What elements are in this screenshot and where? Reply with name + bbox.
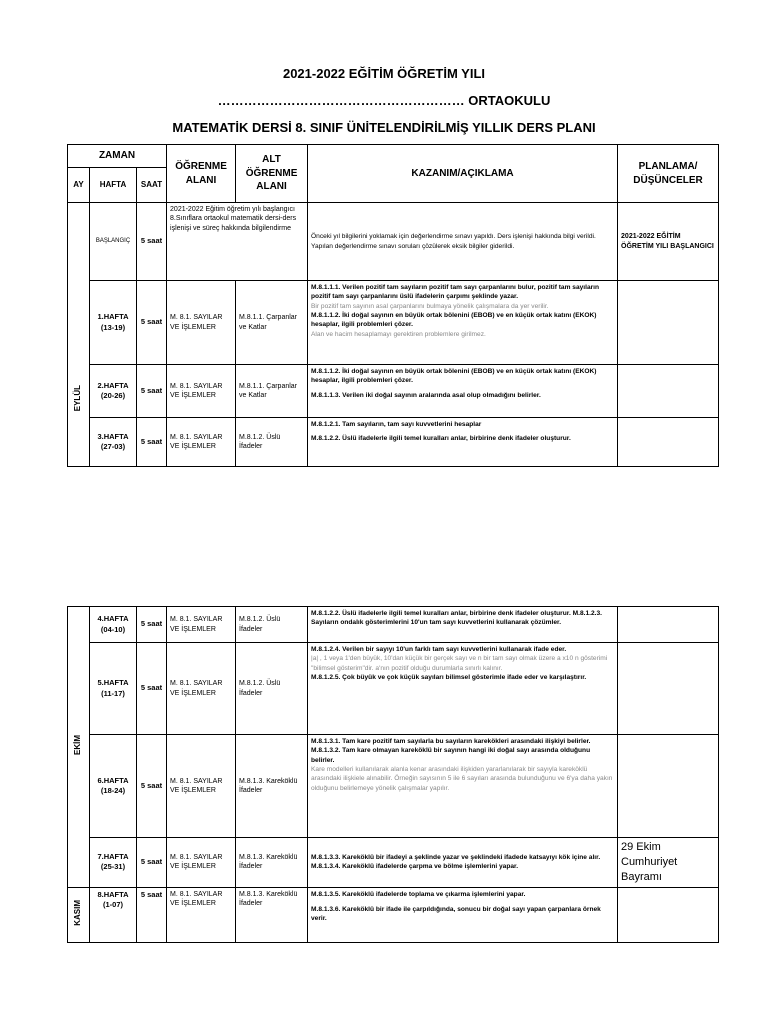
planning-note: 2021-2022 EĞİTİM ÖĞRETİM YILI BAŞLANGICI bbox=[618, 203, 719, 281]
hours-label: 5 saat bbox=[137, 365, 167, 418]
sub-learning-area: M.8.1.3. Kareköklü İfadeler bbox=[236, 735, 308, 838]
month-label-eylul: EYLÜL bbox=[73, 384, 83, 411]
month-label-ekim: EKİM bbox=[73, 735, 83, 756]
outcome-item: M.8.1.2.2. Üslü ifadelerle ilgili temel kuralları anlar, birbirine denk ifadeler oluşturur. M.8.1.2.3. Sayıların ondalık gösterimlerini 10'un tam sayı kuvvetlerini kullanarak çözümler. bbox=[311, 610, 602, 627]
outcome-item: M.8.1.3.2. Tam kare olmayan kareköklü bir sayının hangi iki doğal sayı arasında olduğunu belirler. bbox=[311, 747, 591, 764]
outcome-item: M.8.1.1.1. Verilen pozitif tam sayıların pozitif tam sayı çarpanlarını bulur, pozitif tam sayıların pozitif tam sayı çarpanlarını üslü ifadelerin çarpımı şeklinde yazar. bbox=[311, 284, 600, 301]
outcome-item: M.8.1.1.3. Verilen iki doğal sayının aralarında asal olup olmadığını belirler. bbox=[311, 391, 541, 399]
hours-label: 5 saat bbox=[137, 281, 167, 365]
outcome-note: Bir pozitif tam sayının asal çarpanlarını bulmaya yönelik çalışmalara da yer verilir. bbox=[311, 302, 549, 310]
learning-area: M. 8.1. SAYILAR VE İŞLEMLER bbox=[167, 607, 236, 643]
week-label: 2.HAFTA (20-26) bbox=[90, 365, 137, 418]
header-alt-ogrenme-alani: ALT ÖĞRENME ALANI bbox=[236, 145, 308, 203]
table-row bbox=[68, 643, 719, 735]
outcome-note: Alan ve hacim hesaplamayı gerektiren problemlere girilmez. bbox=[311, 330, 486, 338]
week-label: 1.HAFTA (13-19) bbox=[90, 281, 137, 365]
table-row bbox=[68, 607, 719, 643]
outcome-item: M.8.1.3.3. Kareköklü bir ifadeyi a şeklinde yazar ve şeklindeki ifadede katsayıyı kök içine alır. M.8.1.3.4. Kareköklü ifadelerde çarpma ve bölme işlemlerini yapar. bbox=[311, 853, 601, 871]
table-row bbox=[68, 887, 719, 942]
planning-note bbox=[618, 887, 719, 942]
header-ogrenme-alani: ÖĞRENME ALANI bbox=[167, 145, 236, 203]
plan-table-ekim-kasim bbox=[67, 606, 719, 943]
learning-area: M. 8.1. SAYILAR VE İŞLEMLER bbox=[167, 887, 236, 942]
outcome-text bbox=[308, 607, 618, 643]
month-cell bbox=[68, 203, 90, 467]
outcome-note: Kare modelleri kullanılarak alanla kenar arasındaki ilişkiden yararlanılarak bir sayıyla kareköklü arasındaki ilişkiele alınabilir. Örneğin sayısının 5 ile 6 sayıları arasında bulunduğunu ve 6'ya daha yakın olduğunu belirlemeye yönelik çalışmalar yapılır. bbox=[311, 766, 613, 792]
header-hafta: HAFTA bbox=[90, 168, 137, 203]
table-row bbox=[68, 365, 719, 418]
planning-note bbox=[618, 281, 719, 365]
sub-learning-area: M.8.1.3. Kareköklü İfadeler bbox=[236, 887, 308, 942]
outcome-note: |a| , 1 veya 1'den büyük, 10'dan küçük bir gerçek sayı ve n bir tam sayı olmak üzere a x10 n gösterimi "bilimsel gösterim"dir. a'nın pozitif olduğu durumlarla sınırlı kalınır. bbox=[311, 655, 608, 672]
planning-note: 29 Ekim Cumhuriyet Bayramı bbox=[618, 838, 719, 888]
table-row bbox=[68, 838, 719, 888]
outcome-item: M.8.1.1.2. İki doğal sayının en büyük ortak bölenini (EBOB) ve en küçük ortak katını (EKOK) hesaplar, ilgili problemleri çözer. bbox=[311, 368, 597, 385]
plan-table-eylul bbox=[67, 144, 719, 467]
week-label: 3.HAFTA (27-03) bbox=[90, 418, 137, 467]
sub-learning-area: M.8.1.2. Üslü İfadeler bbox=[236, 607, 308, 643]
outcome-item: M.8.1.3.5. Kareköklü ifadelerde toplama ve çıkarma işlemlerini yapar. bbox=[311, 890, 526, 898]
outcome-text bbox=[308, 418, 618, 467]
outcome-text bbox=[308, 838, 618, 888]
outcome-text bbox=[308, 887, 618, 942]
week-label: 7.HAFTA (25-31) bbox=[90, 838, 137, 888]
learning-area: M. 8.1. SAYILAR VE İŞLEMLER bbox=[167, 281, 236, 365]
table-row bbox=[68, 418, 719, 467]
learning-area: M. 8.1. SAYILAR VE İŞLEMLER bbox=[167, 643, 236, 735]
planning-note bbox=[618, 607, 719, 643]
planning-note bbox=[618, 365, 719, 418]
outcome-item: M.8.1.1.2. İki doğal sayının en büyük ortak bölenini (EBOB) ve en küçük ortak katını (EKOK) hesaplar, ilgili problemleri çözer. bbox=[311, 312, 597, 329]
hours-label: 5 saat bbox=[137, 643, 167, 735]
outcome-text: Önceki yıl bilgilerini yoklamak için değerlendirme sınavı yapıldı. Ders işlenişi hakkında bilgi verildi. Yapılan değerlendirme sınavı soruları çözülerek eksik bilgiler giderildi. bbox=[308, 203, 618, 281]
hours-label: 5 saat bbox=[137, 838, 167, 888]
hours-label: 5 saat bbox=[137, 735, 167, 838]
outcome-item: M.8.1.3.1. Tam kare pozitif tam sayılarla bu sayıların karekökleri arasındaki ilişkiyi belirler. bbox=[311, 738, 591, 745]
month-cell bbox=[68, 887, 90, 942]
learning-area: M. 8.1. SAYILAR VE İŞLEMLER bbox=[167, 838, 236, 888]
planning-note bbox=[618, 418, 719, 467]
outcome-item: M.8.1.2.1. Tam sayıların, tam sayı kuvvetlerini hesaplar bbox=[311, 421, 482, 428]
outcome-text bbox=[308, 365, 618, 418]
hours-label: 5 saat bbox=[137, 418, 167, 467]
outcome-item: M.8.1.2.4. Verilen bir sayıyı 10'un farklı tam sayı kuvvetlerini kullanarak ifade eder. bbox=[311, 646, 567, 653]
sub-learning-area: M.8.1.3. Kareköklü İfadeler bbox=[236, 838, 308, 888]
week-label: 5.HAFTA (11-17) bbox=[90, 643, 137, 735]
learning-area: 2021-2022 Eğitim öğretim yılı başlangıcı 8.Sınıflara ortaokul matematik dersi-ders işlenişi ve süreç hakkında bilgilendirme bbox=[167, 203, 308, 281]
table-row bbox=[68, 735, 719, 838]
planning-note bbox=[618, 643, 719, 735]
sub-learning-area: M.8.1.2. Üslü İfadeler bbox=[236, 418, 308, 467]
sub-learning-area: M.8.1.2. Üslü İfadeler bbox=[236, 643, 308, 735]
hours-label: 5 saat bbox=[137, 203, 167, 281]
month-cell bbox=[68, 607, 90, 888]
table-row bbox=[68, 203, 719, 281]
header-zaman: ZAMAN bbox=[68, 145, 167, 168]
header-kazanim: KAZANIM/AÇIKLAMA bbox=[308, 145, 618, 203]
hours-label: 5 saat bbox=[137, 887, 167, 942]
school-name-line: ………………………………………………… ORTAOKULU bbox=[217, 93, 551, 108]
sub-learning-area: M.8.1.1. Çarpanlar ve Katlar bbox=[236, 281, 308, 365]
table-row bbox=[68, 281, 719, 365]
outcome-item: M.8.1.2.2. Üslü ifadelerle ilgili temel kuralları anlar, birbirine denk ifadeler oluşturur. bbox=[311, 435, 571, 443]
hours-label: 5 saat bbox=[137, 607, 167, 643]
learning-area: M. 8.1. SAYILAR VE İŞLEMLER bbox=[167, 365, 236, 418]
header-planlama: PLANLAMA/ DÜŞÜNCELER bbox=[618, 145, 719, 203]
plan-title: MATEMATİK DERSİ 8. SINIF ÜNİTELENDİRİLMİŞ YILLIK DERS PLANI bbox=[172, 120, 596, 135]
week-label: BAŞLANGIÇ bbox=[90, 203, 137, 281]
outcome-text bbox=[308, 643, 618, 735]
planning-note bbox=[618, 735, 719, 838]
week-label: 4.HAFTA (04-10) bbox=[90, 607, 137, 643]
document-year-title: 2021-2022 EĞİTİM ÖĞRETİM YILI bbox=[282, 66, 486, 81]
outcome-text bbox=[308, 281, 618, 365]
week-label: 8.HAFTA (1-07) bbox=[90, 887, 137, 942]
week-label: 6.HAFTA (18-24) bbox=[90, 735, 137, 838]
learning-area: M. 8.1. SAYILAR VE İŞLEMLER bbox=[167, 418, 236, 467]
month-label-kasim: KASIM bbox=[73, 899, 83, 926]
outcome-text bbox=[308, 735, 618, 838]
outcome-item: M.8.1.3.6. Kareköklü bir ifade ile çarpıldığında, sonucu bir doğal sayı yapan çarpanlara örnek verir. bbox=[311, 905, 601, 923]
header-saat: SAAT bbox=[137, 168, 167, 203]
header-ay: AY bbox=[68, 168, 90, 203]
sub-learning-area: M.8.1.1. Çarpanlar ve Katlar bbox=[236, 365, 308, 418]
outcome-item: M.8.1.2.5. Çok büyük ve çok küçük sayıları bilimsel gösterimle ifade eder ve karşılaştırır. bbox=[311, 674, 587, 682]
learning-area: M. 8.1. SAYILAR VE İŞLEMLER bbox=[167, 735, 236, 838]
